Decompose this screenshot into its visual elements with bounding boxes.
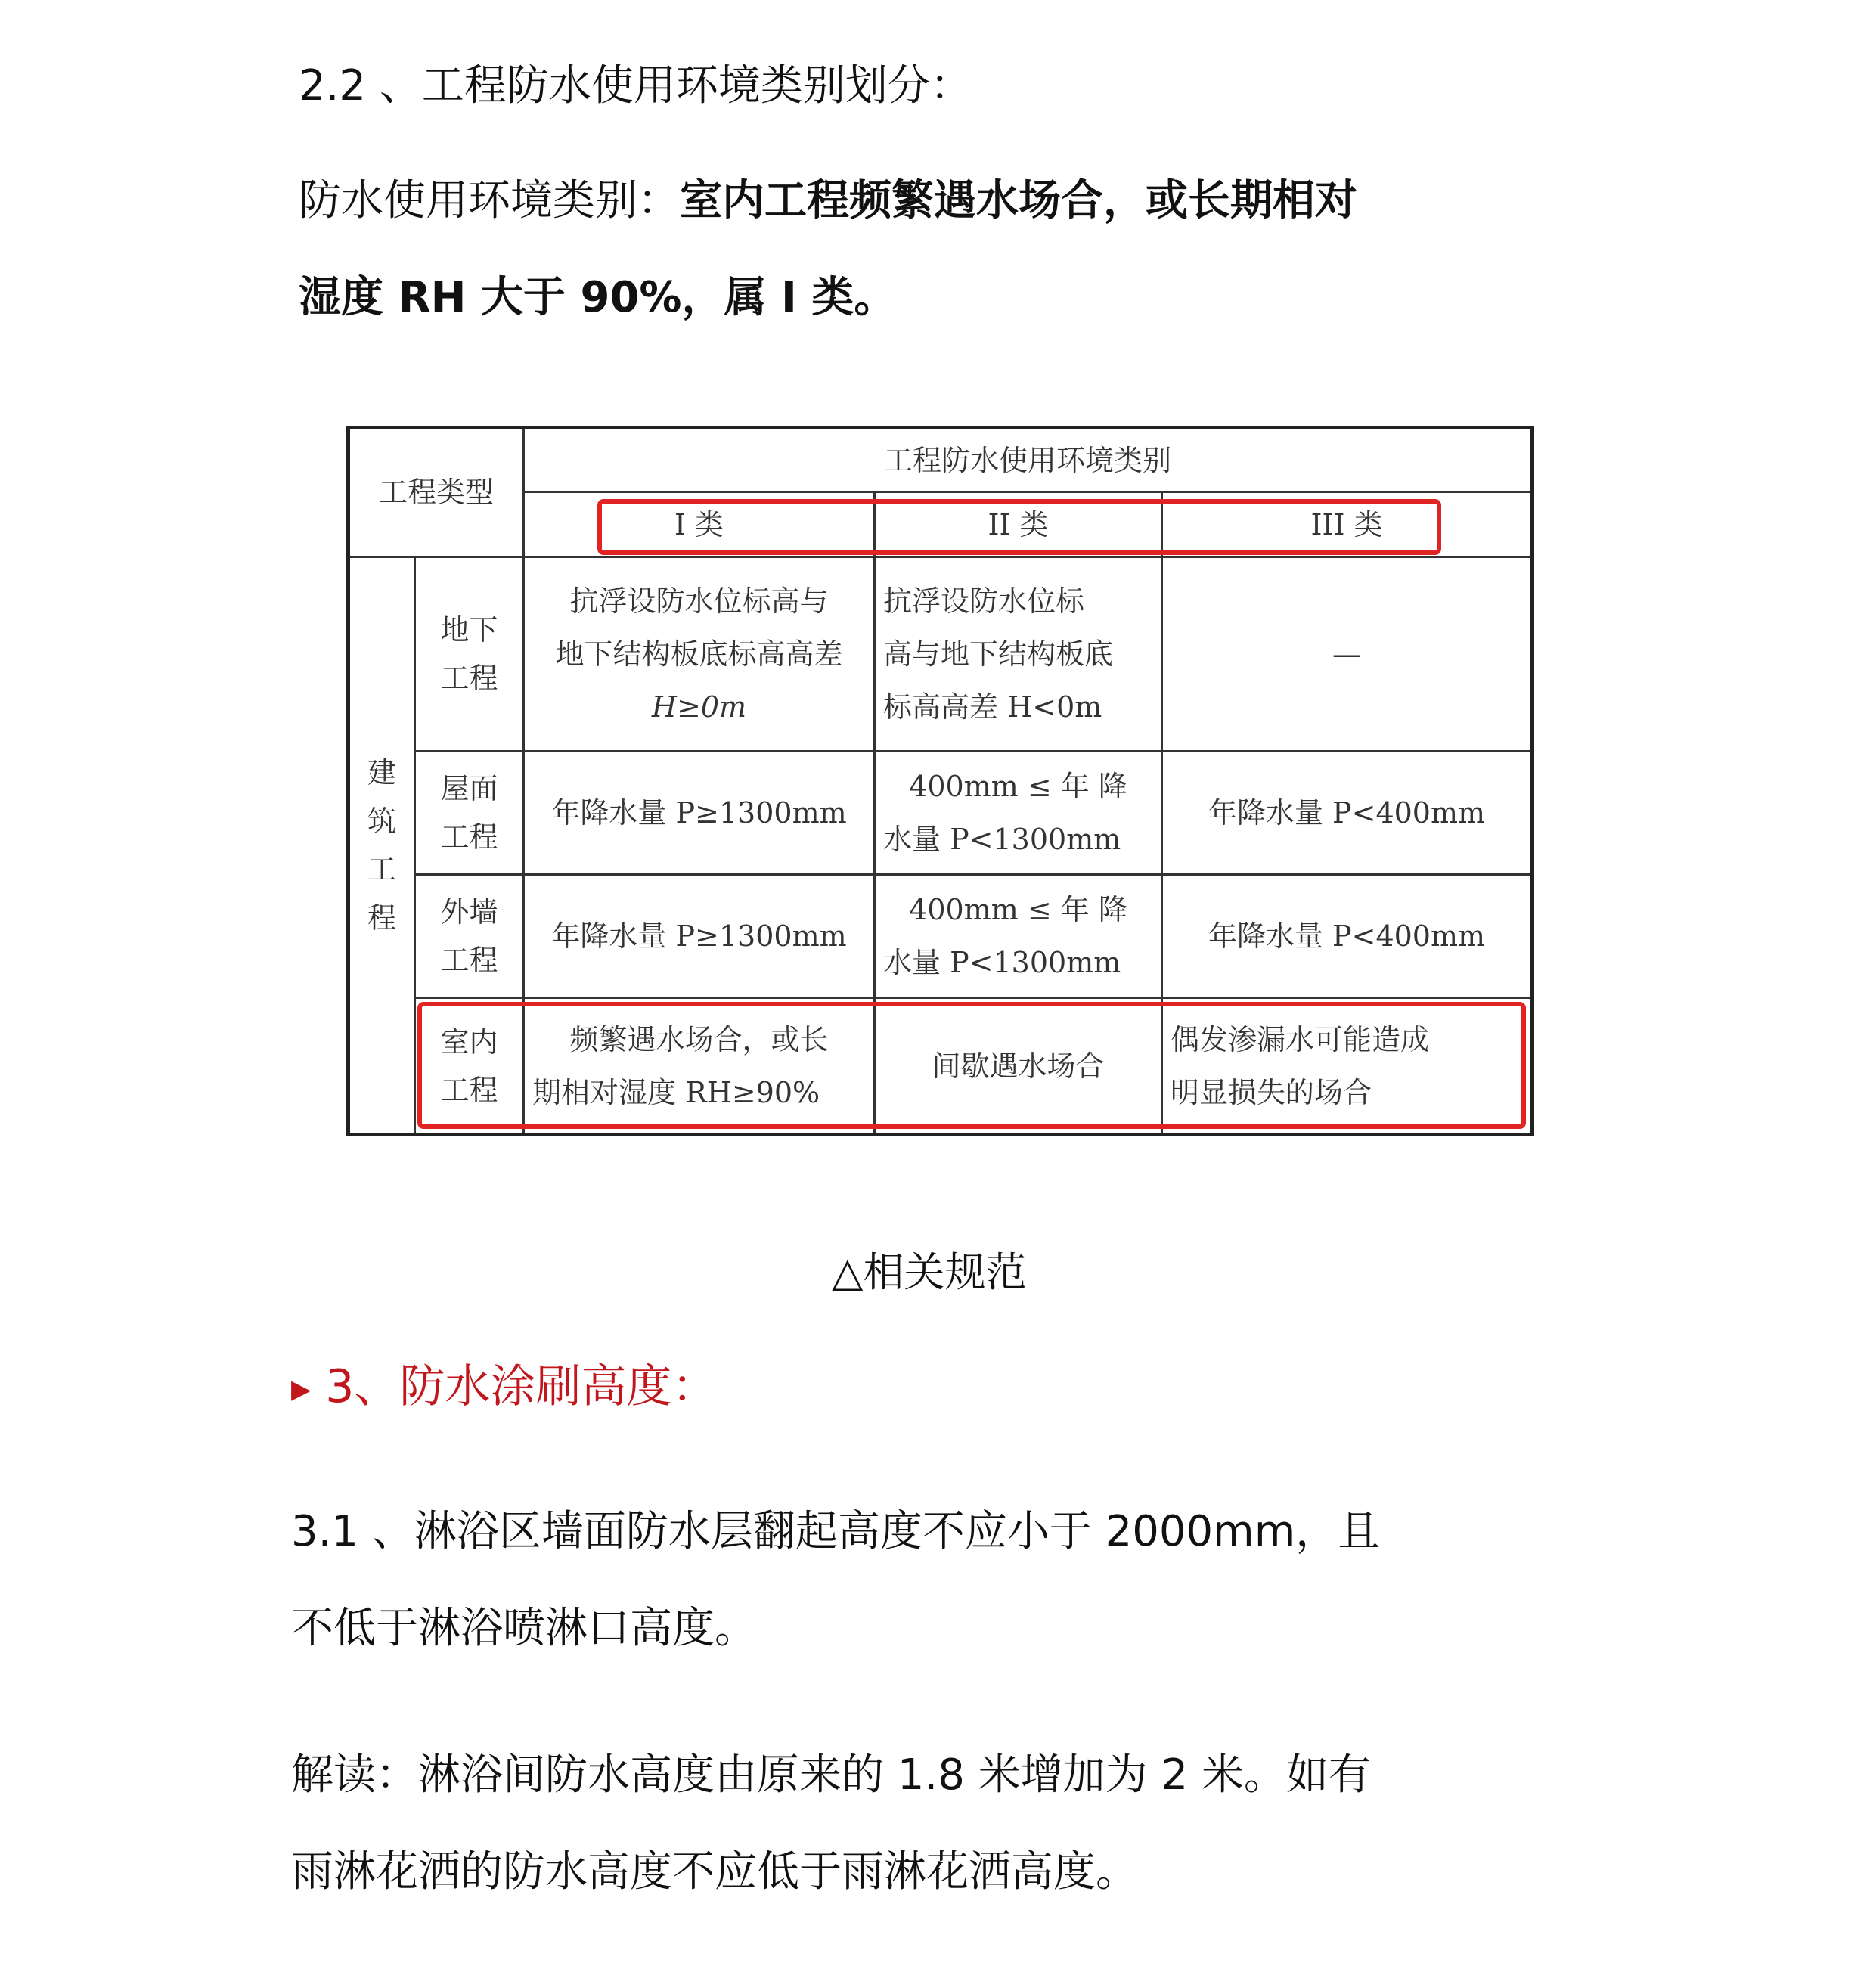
- cell-indoor-class-3: 偶发渗漏水可能造成 明显损失的场合: [1162, 998, 1533, 1135]
- para-prefix: 防水使用环境类别：: [299, 176, 680, 225]
- section-3-1-line2: 不低于淋浴喷淋口高度。: [291, 1604, 757, 1653]
- environment-class-table: [346, 426, 1534, 1136]
- cell-roof-class-3: 年降水量 P<400mm: [1162, 752, 1533, 875]
- header-project-type: 工程类型: [349, 428, 524, 557]
- header-class-3: III 类: [1162, 492, 1533, 557]
- row-type-roof: 屋面工程: [415, 752, 524, 875]
- cell-wall-class-2: 400mm ≤ 年 降 水量 P<1300mm: [875, 875, 1162, 998]
- group-label-text: 建筑工程: [367, 755, 396, 935]
- cell-wall-class-3: 年降水量 P<400mm: [1162, 875, 1533, 998]
- group-label-building: [349, 557, 415, 1134]
- interpretation-line2: 雨淋花洒的防水高度不应低于雨淋花洒高度。: [291, 1847, 1138, 1896]
- cell-underground-class-2: 抗浮设防水位标 高与地下结构板底 标高高差 H<0m: [875, 557, 1162, 751]
- cell-underground-class-3: —: [1162, 557, 1533, 751]
- header-class-2: II 类: [875, 492, 1162, 557]
- cell-underground-class-1: 抗浮设防水位标高与 地下结构板底标高高差 H≥0m: [524, 557, 875, 751]
- row-type-indoor: 室内工程: [415, 998, 524, 1135]
- cell-indoor-class-1: 频繁遇水场合，或长 期相对湿度 RH≥90%: [524, 998, 875, 1135]
- triangle-right-icon: ▶: [291, 1374, 312, 1405]
- cell-roof-class-1: 年降水量 P≥1300mm: [524, 752, 875, 875]
- header-env-class: 工程防水使用环境类别: [524, 428, 1533, 492]
- para-bold-line1: 室内工程频繁遇水场合，或长期相对: [680, 176, 1357, 225]
- section-2-2-heading: 2.2 、工程防水使用环境类别划分：: [299, 61, 972, 110]
- section-3-heading: 3、防水涂刷高度：: [325, 1360, 718, 1413]
- section-2-2-paragraph-line2: 湿度 RH 大于 90%，属 I 类。: [299, 273, 897, 322]
- cell-indoor-class-2: 间歇遇水场合: [875, 998, 1162, 1135]
- section-2-2-paragraph-line1: [299, 153, 1357, 250]
- cell-roof-class-2: 400mm ≤ 年 降 水量 P<1300mm: [875, 752, 1162, 875]
- section-3-1-line1: 3.1 、淋浴区墙面防水层翻起高度不应小于 2000mm，且: [291, 1507, 1381, 1556]
- row-type-underground: 地下工程: [415, 557, 524, 751]
- header-class-1: I 类: [524, 492, 875, 557]
- section-3-heading-row: [291, 1338, 717, 1437]
- table-caption: △相关规范: [832, 1248, 1027, 1296]
- row-type-exterior-wall: 外墙工程: [415, 875, 524, 998]
- interpretation-line1: 解读：淋浴间防水高度由原来的 1.8 米增加为 2 米。如有: [291, 1750, 1371, 1800]
- cell-wall-class-1: 年降水量 P≥1300mm: [524, 875, 875, 998]
